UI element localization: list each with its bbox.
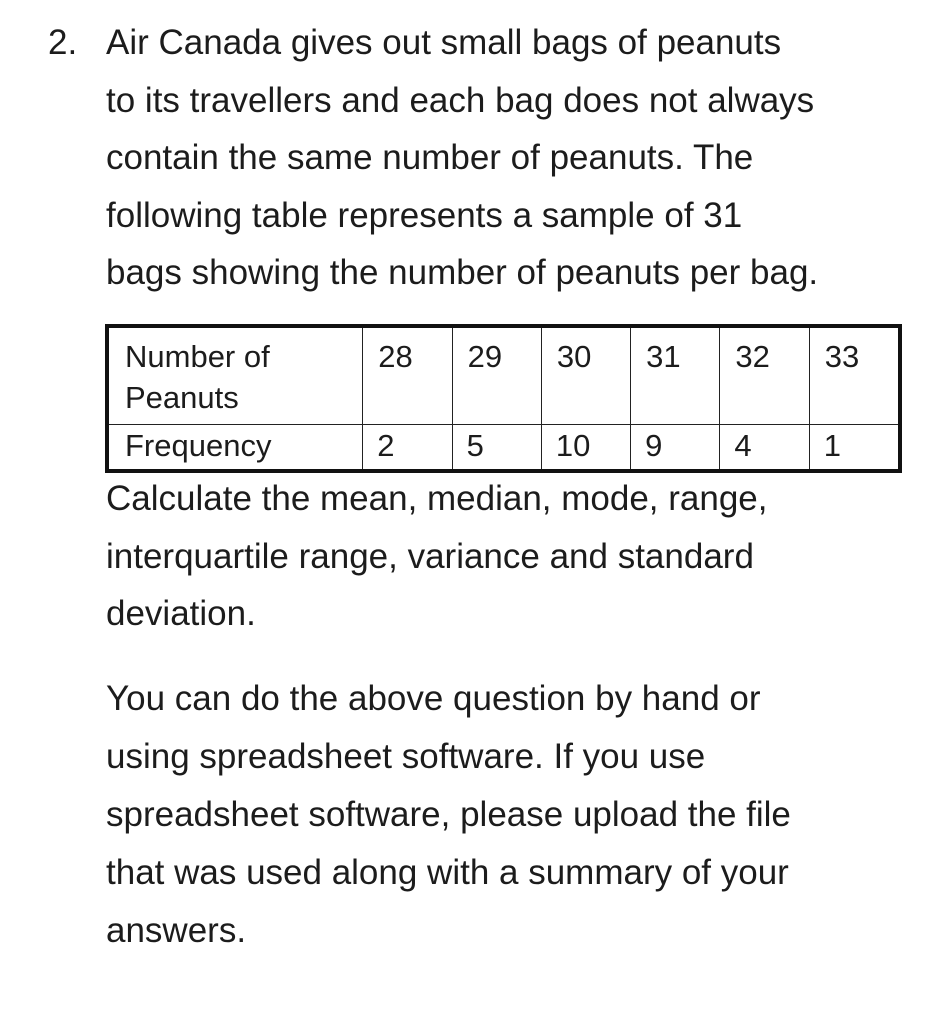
table-row-frequency <box>107 425 900 472</box>
submission-note <box>106 670 926 960</box>
question-instructions <box>106 470 926 643</box>
note-line: answers. <box>106 911 247 950</box>
frequency-cell: 1 <box>809 425 900 472</box>
peanut-count-cell: 28 <box>363 326 452 425</box>
prompt-line: contain the same number of peanuts. The <box>106 138 754 177</box>
peanut-count-cell: 32 <box>720 326 809 425</box>
frequency-cell: 4 <box>720 425 809 472</box>
frequency-cell: 10 <box>541 425 630 472</box>
instruction-line: deviation. <box>106 594 256 633</box>
peanut-frequency-table <box>105 324 902 473</box>
instruction-line: interquartile range, variance and standard <box>106 536 754 576</box>
instruction-line: Calculate the mean, median, mode, range, <box>106 479 768 518</box>
note-line: that was used along with a summary of your <box>106 853 789 892</box>
peanut-count-cell: 33 <box>809 326 900 425</box>
note-line: using spreadsheet software. If you use <box>106 737 706 776</box>
table-row-peanut-counts <box>107 326 900 425</box>
peanut-count-cell: 29 <box>452 326 541 425</box>
frequency-cell: 9 <box>631 425 720 472</box>
prompt-line: following table represents a sample of 31 <box>106 195 743 235</box>
peanut-count-cell: 30 <box>541 326 630 425</box>
note-line: spreadsheet software, please upload the file <box>106 795 791 834</box>
note-line: You can do the above question by hand or <box>106 679 761 718</box>
question-number: 2. <box>48 23 78 62</box>
frequency-cell: 5 <box>452 425 541 472</box>
question-prompt <box>106 14 926 302</box>
prompt-line: Air Canada gives out small bags of peanuts <box>106 23 782 62</box>
row-header-number-of-peanuts: Number of Peanuts <box>107 326 363 425</box>
frequency-cell: 2 <box>363 425 452 472</box>
peanut-count-cell: 31 <box>631 326 720 425</box>
prompt-line: bags showing the number of peanuts per bag. <box>106 253 819 292</box>
row-header-frequency: Frequency <box>107 425 363 472</box>
prompt-line: to its travellers and each bag does not always <box>106 80 815 120</box>
